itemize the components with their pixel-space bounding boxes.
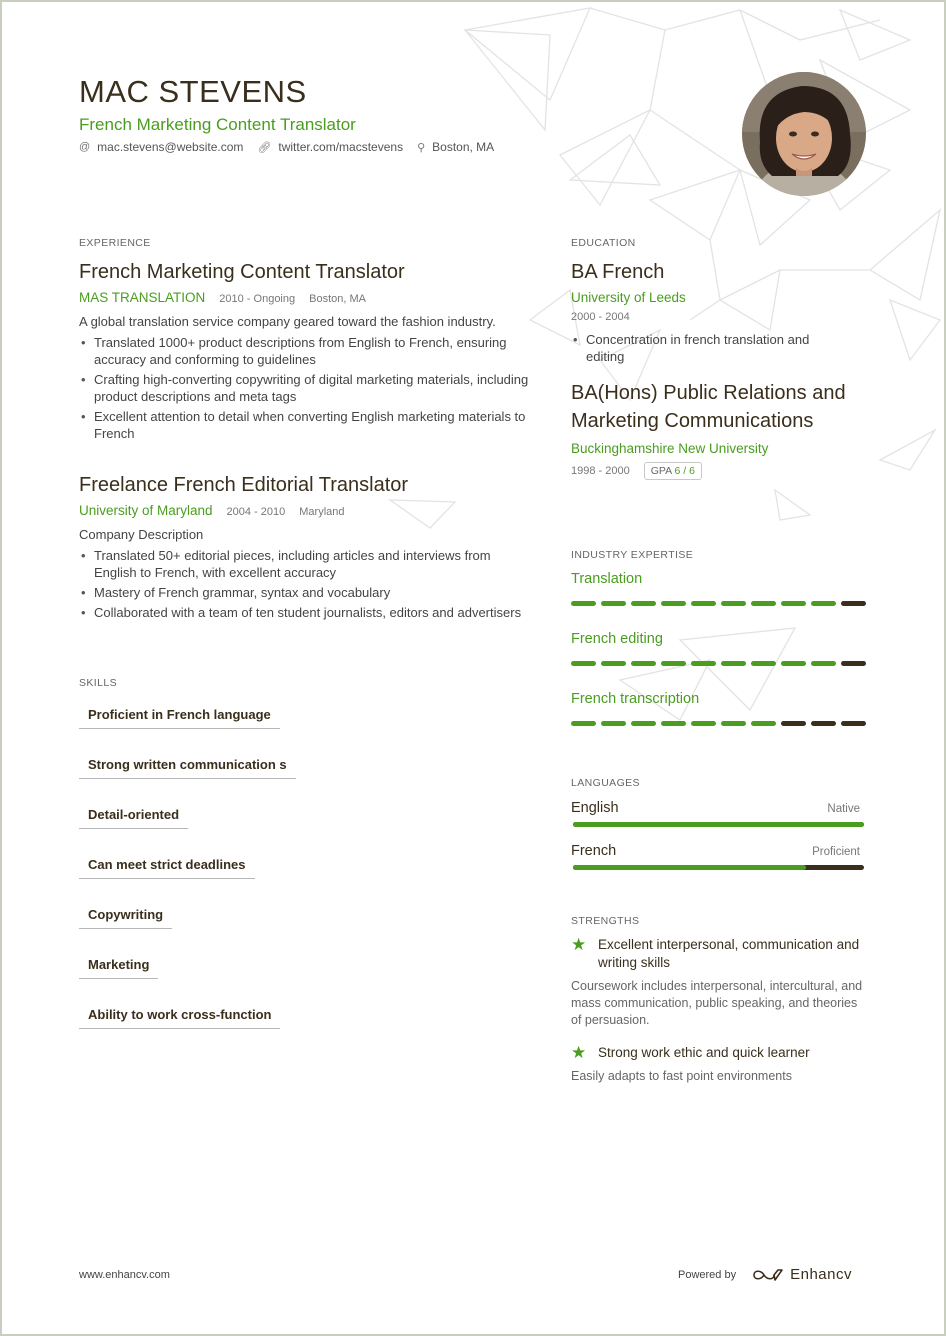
- twitter-text: twitter.com/macstevens: [278, 140, 404, 154]
- expertise-dash-filled: [721, 601, 746, 606]
- language-bar: [573, 865, 864, 870]
- expertise-dash-filled: [661, 601, 686, 606]
- language-item: [571, 800, 871, 827]
- strength-item: [571, 1044, 871, 1085]
- enhancv-logo-icon: [752, 1267, 784, 1283]
- expertise-bar: [571, 721, 871, 726]
- language-name: English: [571, 800, 619, 816]
- expertise-dash-empty: [841, 601, 866, 606]
- profile-photo: [742, 72, 866, 196]
- expertise-item: [571, 571, 871, 606]
- strengths-heading: STRENGTHS: [571, 915, 640, 927]
- expertise-dash-empty: [841, 661, 866, 666]
- job-title: Freelance French Editorial Translator: [79, 474, 409, 496]
- school-name: University of Leeds: [571, 290, 686, 305]
- strength-title: Strong work ethic and quick learner: [598, 1045, 810, 1060]
- expertise-dash-filled: [661, 721, 686, 726]
- job-location: Maryland: [299, 506, 345, 518]
- job-bullet: • Mastery of French grammar, syntax and vocabulary: [79, 584, 529, 601]
- expertise-label: French transcription: [571, 691, 700, 707]
- language-bar-fill: [573, 865, 806, 870]
- enhancv-logo[interactable]: [752, 1266, 852, 1283]
- expertise-dash-empty: [811, 721, 836, 726]
- job-description: A global translation service company geared toward the fashion industry.: [79, 314, 496, 329]
- gpa-badge: [644, 462, 702, 480]
- education-item-2: [571, 379, 851, 480]
- education-bullets: [571, 331, 841, 365]
- expertise-dash-filled: [661, 661, 686, 666]
- skill-tag: Copywriting: [79, 898, 172, 929]
- expertise-dash-filled: [631, 721, 656, 726]
- job-bullet: • Collaborated with a team of ten student journalists, editors and advertisers: [79, 604, 529, 621]
- experience-item-1: [79, 260, 529, 445]
- link-icon: 🔗︎: [257, 141, 272, 154]
- language-level: Native: [827, 803, 860, 815]
- expertise-label: French editing: [571, 631, 663, 647]
- expertise-dash-filled: [751, 721, 776, 726]
- skill-tag: Ability to work cross-function: [79, 998, 280, 1029]
- resume-job-title: French Marketing Content Translator: [79, 115, 356, 134]
- expertise-dash-filled: [631, 601, 656, 606]
- expertise-dash-filled: [721, 721, 746, 726]
- brand-name: Enhancv: [790, 1266, 852, 1283]
- language-bar-fill: [573, 822, 864, 827]
- job-dates: 2004 - 2010: [226, 506, 286, 518]
- expertise-bar: [571, 661, 871, 666]
- contact-location: [417, 140, 494, 154]
- edu-dates: 2000 - 2004: [571, 311, 630, 323]
- degree-title: BA(Hons) Public Relations and Marketing Communications: [571, 382, 846, 432]
- skill-tag: Proficient in French language: [79, 698, 280, 729]
- job-bullet: • Crafting high-converting copywriting of digital marketing materials, including product descriptions and meta tags: [79, 371, 529, 405]
- expertise-dash-empty: [841, 721, 866, 726]
- degree-title: BA French: [571, 261, 665, 283]
- skills-list: [79, 698, 379, 1048]
- contact-email[interactable]: [79, 140, 243, 154]
- gpa-label: GPA: [650, 465, 672, 477]
- strength-description: Coursework includes interpersonal, intercultural, and mass communication, public speaking, and theories of persuasion.: [571, 979, 863, 1027]
- languages-heading: LANGUAGES: [571, 777, 640, 789]
- gpa-max: / 6: [683, 465, 695, 477]
- skills-heading: SKILLS: [79, 677, 118, 689]
- strength-title: Excellent interpersonal, communication and writing skills: [598, 937, 860, 970]
- expertise-dash-filled: [571, 661, 596, 666]
- expertise-dash-filled: [751, 661, 776, 666]
- job-bullet: • Translated 50+ editorial pieces, including articles and interviews from English to French, with excellent accuracy: [79, 547, 529, 581]
- location-text: Boston, MA: [432, 140, 495, 154]
- education-dates: [571, 311, 871, 323]
- strength-item: [571, 936, 871, 1029]
- education-bullet: • Concentration in french translation and editing: [571, 331, 841, 365]
- footer-brand: [678, 1266, 852, 1283]
- expertise-dash-filled: [691, 601, 716, 606]
- contact-twitter[interactable]: [257, 140, 403, 154]
- education-meta: [571, 462, 851, 480]
- expertise-item: [571, 691, 871, 726]
- email-text: mac.stevens@website.com: [97, 140, 244, 154]
- experience-heading: EXPERIENCE: [79, 237, 151, 249]
- star-icon: ★: [571, 935, 587, 954]
- expertise-dash-filled: [691, 661, 716, 666]
- gpa-value: 6: [674, 465, 681, 477]
- expertise-bar: [571, 601, 871, 606]
- expertise-dash-filled: [571, 601, 596, 606]
- expertise-dash-filled: [721, 661, 746, 666]
- skill-tag: Strong written communication s: [79, 748, 296, 779]
- strength-description: Easily adapts to fast point environments: [571, 1069, 792, 1083]
- at-icon: @: [79, 141, 91, 153]
- job-meta: [79, 503, 529, 518]
- job-bullet: • Translated 1000+ product descriptions from English to French, ensuring accuracy and conforming to guidelines: [79, 334, 529, 368]
- job-dates: 2010 - Ongoing: [219, 293, 296, 305]
- job-bullets: [79, 334, 529, 442]
- expertise-dash-filled: [781, 661, 806, 666]
- skill-tag: Can meet strict deadlines: [79, 848, 255, 879]
- footer-website-link[interactable]: www.enhancv.com: [79, 1269, 170, 1281]
- expertise-dash-filled: [601, 661, 626, 666]
- experience-item-2: [79, 473, 529, 624]
- education-item-1: [571, 258, 871, 368]
- skill-tag: Detail-oriented: [79, 798, 188, 829]
- company-name: MAS TRANSLATION: [79, 290, 206, 305]
- job-bullets: [79, 547, 529, 621]
- expertise-item: [571, 631, 871, 666]
- edu-dates: 1998 - 2000: [571, 465, 630, 477]
- job-description: Company Description: [79, 527, 204, 542]
- language-bar: [573, 822, 864, 827]
- education-heading: EDUCATION: [571, 237, 636, 249]
- contact-row: [79, 140, 494, 154]
- job-bullet: • Excellent attention to detail when converting English marketing materials to French: [79, 408, 529, 442]
- expertise-dash-filled: [811, 601, 836, 606]
- expertise-label: Translation: [571, 571, 643, 587]
- language-level: Proficient: [812, 846, 860, 858]
- job-location: Boston, MA: [309, 293, 366, 305]
- language-item: [571, 843, 871, 870]
- expertise-dash-filled: [751, 601, 776, 606]
- expertise-dash-filled: [811, 661, 836, 666]
- job-meta: [79, 290, 529, 305]
- school-name: Buckinghamshire New University: [571, 441, 769, 456]
- company-name: University of Maryland: [79, 503, 213, 518]
- industry-expertise-heading: INDUSTRY EXPERTISE: [571, 549, 694, 561]
- expertise-dash-filled: [781, 601, 806, 606]
- skill-tag: Marketing: [79, 948, 158, 979]
- expertise-dash-filled: [631, 661, 656, 666]
- location-pin-icon: ⚲: [417, 141, 426, 154]
- powered-by-text: Powered by: [678, 1268, 737, 1281]
- expertise-dash-filled: [601, 601, 626, 606]
- job-title: French Marketing Content Translator: [79, 261, 405, 283]
- language-name: French: [571, 843, 617, 859]
- expertise-dash-empty: [781, 721, 806, 726]
- star-icon: ★: [571, 1043, 587, 1062]
- resume-name: MAC STEVENS: [79, 74, 307, 109]
- expertise-dash-filled: [601, 721, 626, 726]
- expertise-dash-filled: [691, 721, 716, 726]
- expertise-dash-filled: [571, 721, 596, 726]
